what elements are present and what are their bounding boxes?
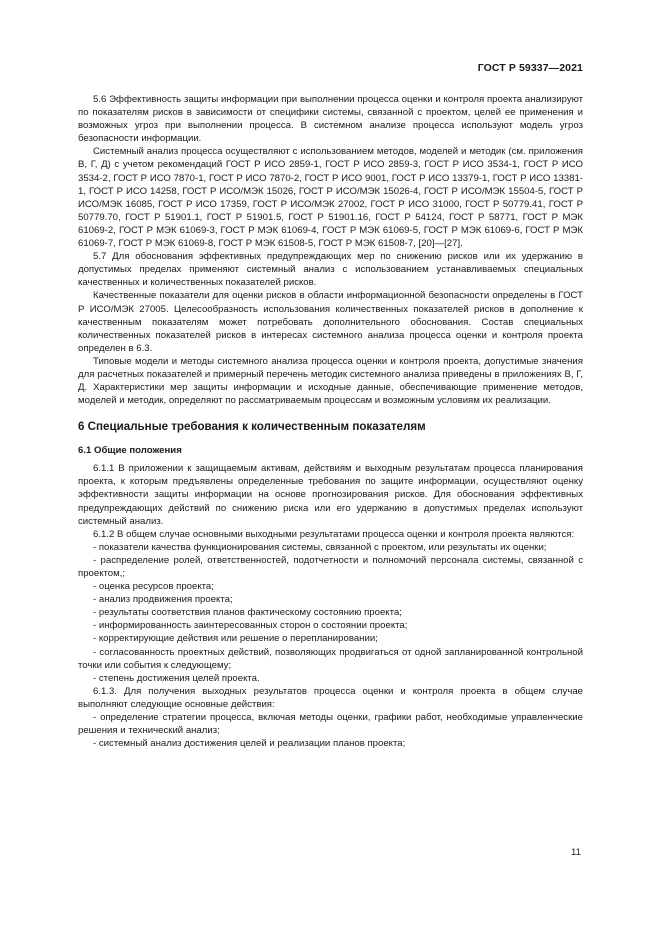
- list-item: - степень достижения целей проекта.: [93, 672, 260, 684]
- paragraph-6-1-3: 6.1.3. Для получения выходных результатов процесса оценки и контроля проекта в общем случае выполняют следующие основные действия:: [78, 685, 583, 710]
- section-6-title: 6 Специальные требования к количественным показателям: [78, 420, 426, 434]
- list-item: - согласованность проектных действий, позволяющих продвигаться от одной запланированной контрольной точки или события к следующему;: [78, 646, 583, 671]
- list-item: - анализ продвижения проекта;: [93, 594, 233, 606]
- paragraph-qualitative-indicators: Качественные показатели для оценки рисков в области информационной безопасности определены в ГОСТ Р ИСО/МЭК 27005. Целесообразность использования количественных показателей рисков в дополнение к качественным показателям может потребовать дополнительного обоснования. Состав специальных количественных показателей рисков в интересах системного анализа процесса оценки и контроля проекта определен в 6.3.: [78, 290, 583, 354]
- standard-header: ГОСТ Р 59337—2021: [477, 62, 583, 74]
- paragraph-6-1-2: 6.1.2 В общем случае основными выходными результатами процесса оценки и контроля проекта являются:: [93, 528, 575, 540]
- page-number: 11: [571, 847, 581, 858]
- list-item: - распределение ролей, ответственностей, подотчетности и полномочий персонала системы, связанной с проектом,;: [78, 554, 583, 579]
- list-item: - результаты соответствия планов фактическому состоянию проекта;: [93, 607, 402, 619]
- paragraph-typical-models: Типовые модели и методы системного анализа процесса оценки и контроля проекта, допустимые значения для расчетных показателей и примерный перечень методик системного анализа приведены в приложениях В, Г, Д. Характеристики мер защиты информации и исходные данные, обеспечивающие применение методов, моделей и методик, определяют по рассматриваемым процессам и возможным условиям их реализации.: [78, 355, 583, 407]
- paragraph-5-7: 5.7 Для обоснования эффективных предупреждающих мер по снижению рисков или их удержанию в допустимых пределах применяют системный анализ с использованием устанавливаемых специальных качественных и количественных показателей рисков.: [78, 251, 583, 289]
- page-content: [78, 93, 583, 750]
- subsection-6-1-title: 6.1 Общие положения: [78, 445, 182, 457]
- list-item: - информированность заинтересованных сторон о состоянии проекта;: [93, 620, 408, 632]
- list-item: - системный анализ достижения целей и реализации планов проекта;: [93, 738, 406, 750]
- paragraph-system-analysis: Системный анализ процесса осуществляют с использованием методов, моделей и методик (см. приложения В, Г, Д) с учетом рекомендаций ГОСТ Р ИСО 2859-1, ГОСТ Р ИСО 2859-3, ГОСТ Р ИСО 3534-1, ГОСТ Р ИСО 3534-2, ГОСТ Р ИСО 7870-1, ГОСТ Р ИСО 7870-2, ГОСТ Р ИСО 9001, ГОСТ Р ИСО 13379-1, ГОСТ Р ИСО 13381-1, ГОСТ Р ИСО 14258, ГОСТ Р ИСО/МЭК 15026, ГОСТ Р ИСО/МЭК 15026-4, ГОСТ Р ИСО/МЭК 15504-5, ГОСТ Р ИСО/МЭК 16085, ГОСТ Р ИСО 17359, ГОСТ Р ИСО/МЭК 27002, ГОСТ Р ИСО 31000, ГОСТ Р 50779.41, ГОСТ Р 50779.70, ГОСТ Р 51901.1, ГОСТ Р 51901.5, ГОСТ Р 51901.16, ГОСТ Р 54124, ГОСТ Р 58771, ГОСТ Р МЭК 61069-2, ГОСТ Р МЭК 61069-3, ГОСТ Р МЭК 61069-4, ГОСТ Р МЭК 61069-5, ГОСТ Р МЭК 61069-6, ГОСТ Р МЭК 61069-7, ГОСТ Р МЭК 61069-8, ГОСТ Р МЭК 61508-5, ГОСТ Р МЭК 61508-7, [20]—[27].: [78, 146, 583, 250]
- list-item: - оценка ресурсов проекта;: [93, 581, 214, 593]
- list-item: - определение стратегии процесса, включая методы оценки, графики работ, необходимые управленческие решения и технический анализ;: [78, 712, 583, 737]
- list-item: - показатели качества функционирования системы, связанной с проектом, или результаты их оценки;: [93, 541, 547, 553]
- paragraph-5-6: 5.6 Эффективность защиты информации при выполнении процесса оценки и контроля проекта анализируют по показателям рисков в зависимости от специфики системы, связанной с проектом, целей ее применения и возможных угроз при выполнении процесса. В системном анализе процесса используют модель угроз безопасности информации.: [78, 94, 583, 145]
- list-item: - корректирующие действия или решение о перепланировании;: [93, 633, 378, 645]
- paragraph-6-1-1: 6.1.1 В приложении к защищаемым активам, действиям и выходным результатам процесса планирования проекта, к которым предъявлены определенные требования по защите информации, осуществляют оценку эффективности защиты информации на основе прогнозирования рисков. Для обоснования эффективных предупреждающих действий по снижению риска или его удержанию в допустимых пределах используют системный анализ.: [78, 463, 583, 527]
